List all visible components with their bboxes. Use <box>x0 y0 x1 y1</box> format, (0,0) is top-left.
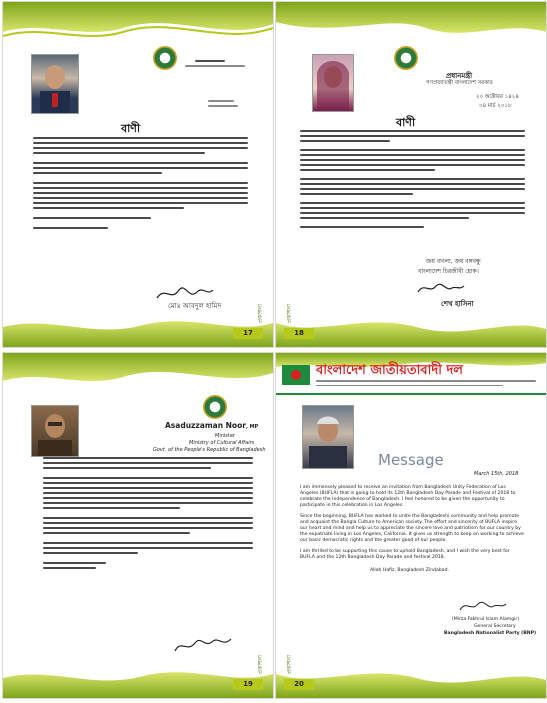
top-wave-decoration <box>3 353 273 397</box>
closing-line-2: বাংলাদেশ চিরজীবী হোক। <box>418 268 479 275</box>
side-label: প্রকাশনা <box>286 303 293 323</box>
page-number: 18 <box>284 328 314 339</box>
header-subtitle: গণপ্রজাতন্ত্রী বাংলাদেশ সরকার <box>426 80 493 86</box>
closing-line: Allah Hafiz. Bangladesh Zindabad. <box>370 568 449 573</box>
page-number: 20 <box>284 679 314 690</box>
header-title: প্রধানমন্ত্রী <box>446 72 473 80</box>
bottom-wave-decoration <box>276 313 546 347</box>
page-18 <box>276 2 546 347</box>
side-label: প্রকাশনা <box>286 654 293 674</box>
signature-image <box>458 598 508 614</box>
party-address <box>316 380 536 389</box>
party-name: বাংলাদেশ জাতীয়তাবাদী দল <box>316 363 463 378</box>
government-emblem-icon <box>203 395 227 419</box>
signature-image <box>173 635 233 655</box>
portrait-photo <box>31 54 79 114</box>
date-block <box>208 100 248 110</box>
message-body <box>300 485 525 574</box>
page-17 <box>3 2 273 347</box>
signer-name: মোঃ আবদুল হামিদ <box>168 302 222 310</box>
side-label: প্রকাশনা <box>257 303 264 323</box>
message-body <box>43 457 253 572</box>
signer-title: General Secretary <box>474 624 516 629</box>
date-bengali: ২০ অক্টোবর ১৪২৪ <box>476 94 519 100</box>
signer-name: শেখ হাসিনা <box>441 300 474 308</box>
page-20 <box>276 353 546 698</box>
paragraph-2: Since the beginning, BUFLA has worked to unite the Bangladeshi community and help promote and acquaint the Bangla Culture to American society. The effort and sincerity of BUFLA inspire our heart and mind and help us to appreciate the sincere love and patriotism for our country by the expatriate living in Los Angeles, California. It gives us strength to keep on working to achieve our basic democratic rights and the greater good of our people. <box>300 514 524 543</box>
top-wave-decoration <box>3 2 273 46</box>
bnp-flag-icon <box>282 365 310 385</box>
message-body <box>33 137 248 232</box>
paragraph-3: I am thrilled to be supporting this cause to uphold Bangladesh, and I wish the very best for BUFLA and the 12th Bangladesh Day Parade and festival 2018. <box>300 549 510 560</box>
message-date: March 15th, 2018 <box>474 471 519 477</box>
government-name: Govt. of the People's Republic of Bangladesh <box>153 447 266 453</box>
ministry-name: Ministry of Cultural Affairs <box>189 440 255 446</box>
top-wave-decoration <box>276 2 546 46</box>
closing-line-1: জয় বাংলা, জয় বঙ্গবন্ধু <box>426 258 481 265</box>
signer-name: (Mirza Fakhrul Islam Alamgir) <box>452 617 520 622</box>
portrait-photo <box>302 405 354 469</box>
signature-image <box>416 280 466 296</box>
message-heading: Message <box>378 451 444 469</box>
name-text: Asaduzzaman Noor <box>165 421 246 430</box>
portrait-photo <box>31 405 79 457</box>
header-text <box>173 60 253 70</box>
header-divider <box>276 393 546 395</box>
message-body <box>300 130 525 231</box>
minister-name <box>165 421 258 430</box>
message-heading: বাণী <box>121 122 141 135</box>
page-number: 17 <box>233 328 263 339</box>
paragraph-1: I am immensely pleased to receive an invitation from Bangladesh Unity Federation of Los Angeles (BUFLA) that is going to hold its 12th Bangladesh Day Parade and Festival of 2018 to celebrate the Independence of Bangladesh. I feel honored to be given the opportunity to participate in this celebration in Los Angeles. <box>300 485 516 508</box>
page-19 <box>3 353 273 698</box>
date-gregorian: ০৪ মার্চ ২০১৮ <box>479 103 512 109</box>
minister-title: Minister <box>215 433 235 439</box>
message-heading: বাণী <box>396 116 416 129</box>
page-number: 19 <box>233 679 263 690</box>
portrait-photo <box>312 54 354 112</box>
government-emblem-icon <box>394 46 418 70</box>
side-label: প্রকাশনা <box>257 654 264 674</box>
signer-party: Bangladesh Nationalist Party (BNP) <box>444 631 537 636</box>
name-suffix: , MP <box>245 424 259 430</box>
bottom-wave-decoration <box>276 664 546 698</box>
